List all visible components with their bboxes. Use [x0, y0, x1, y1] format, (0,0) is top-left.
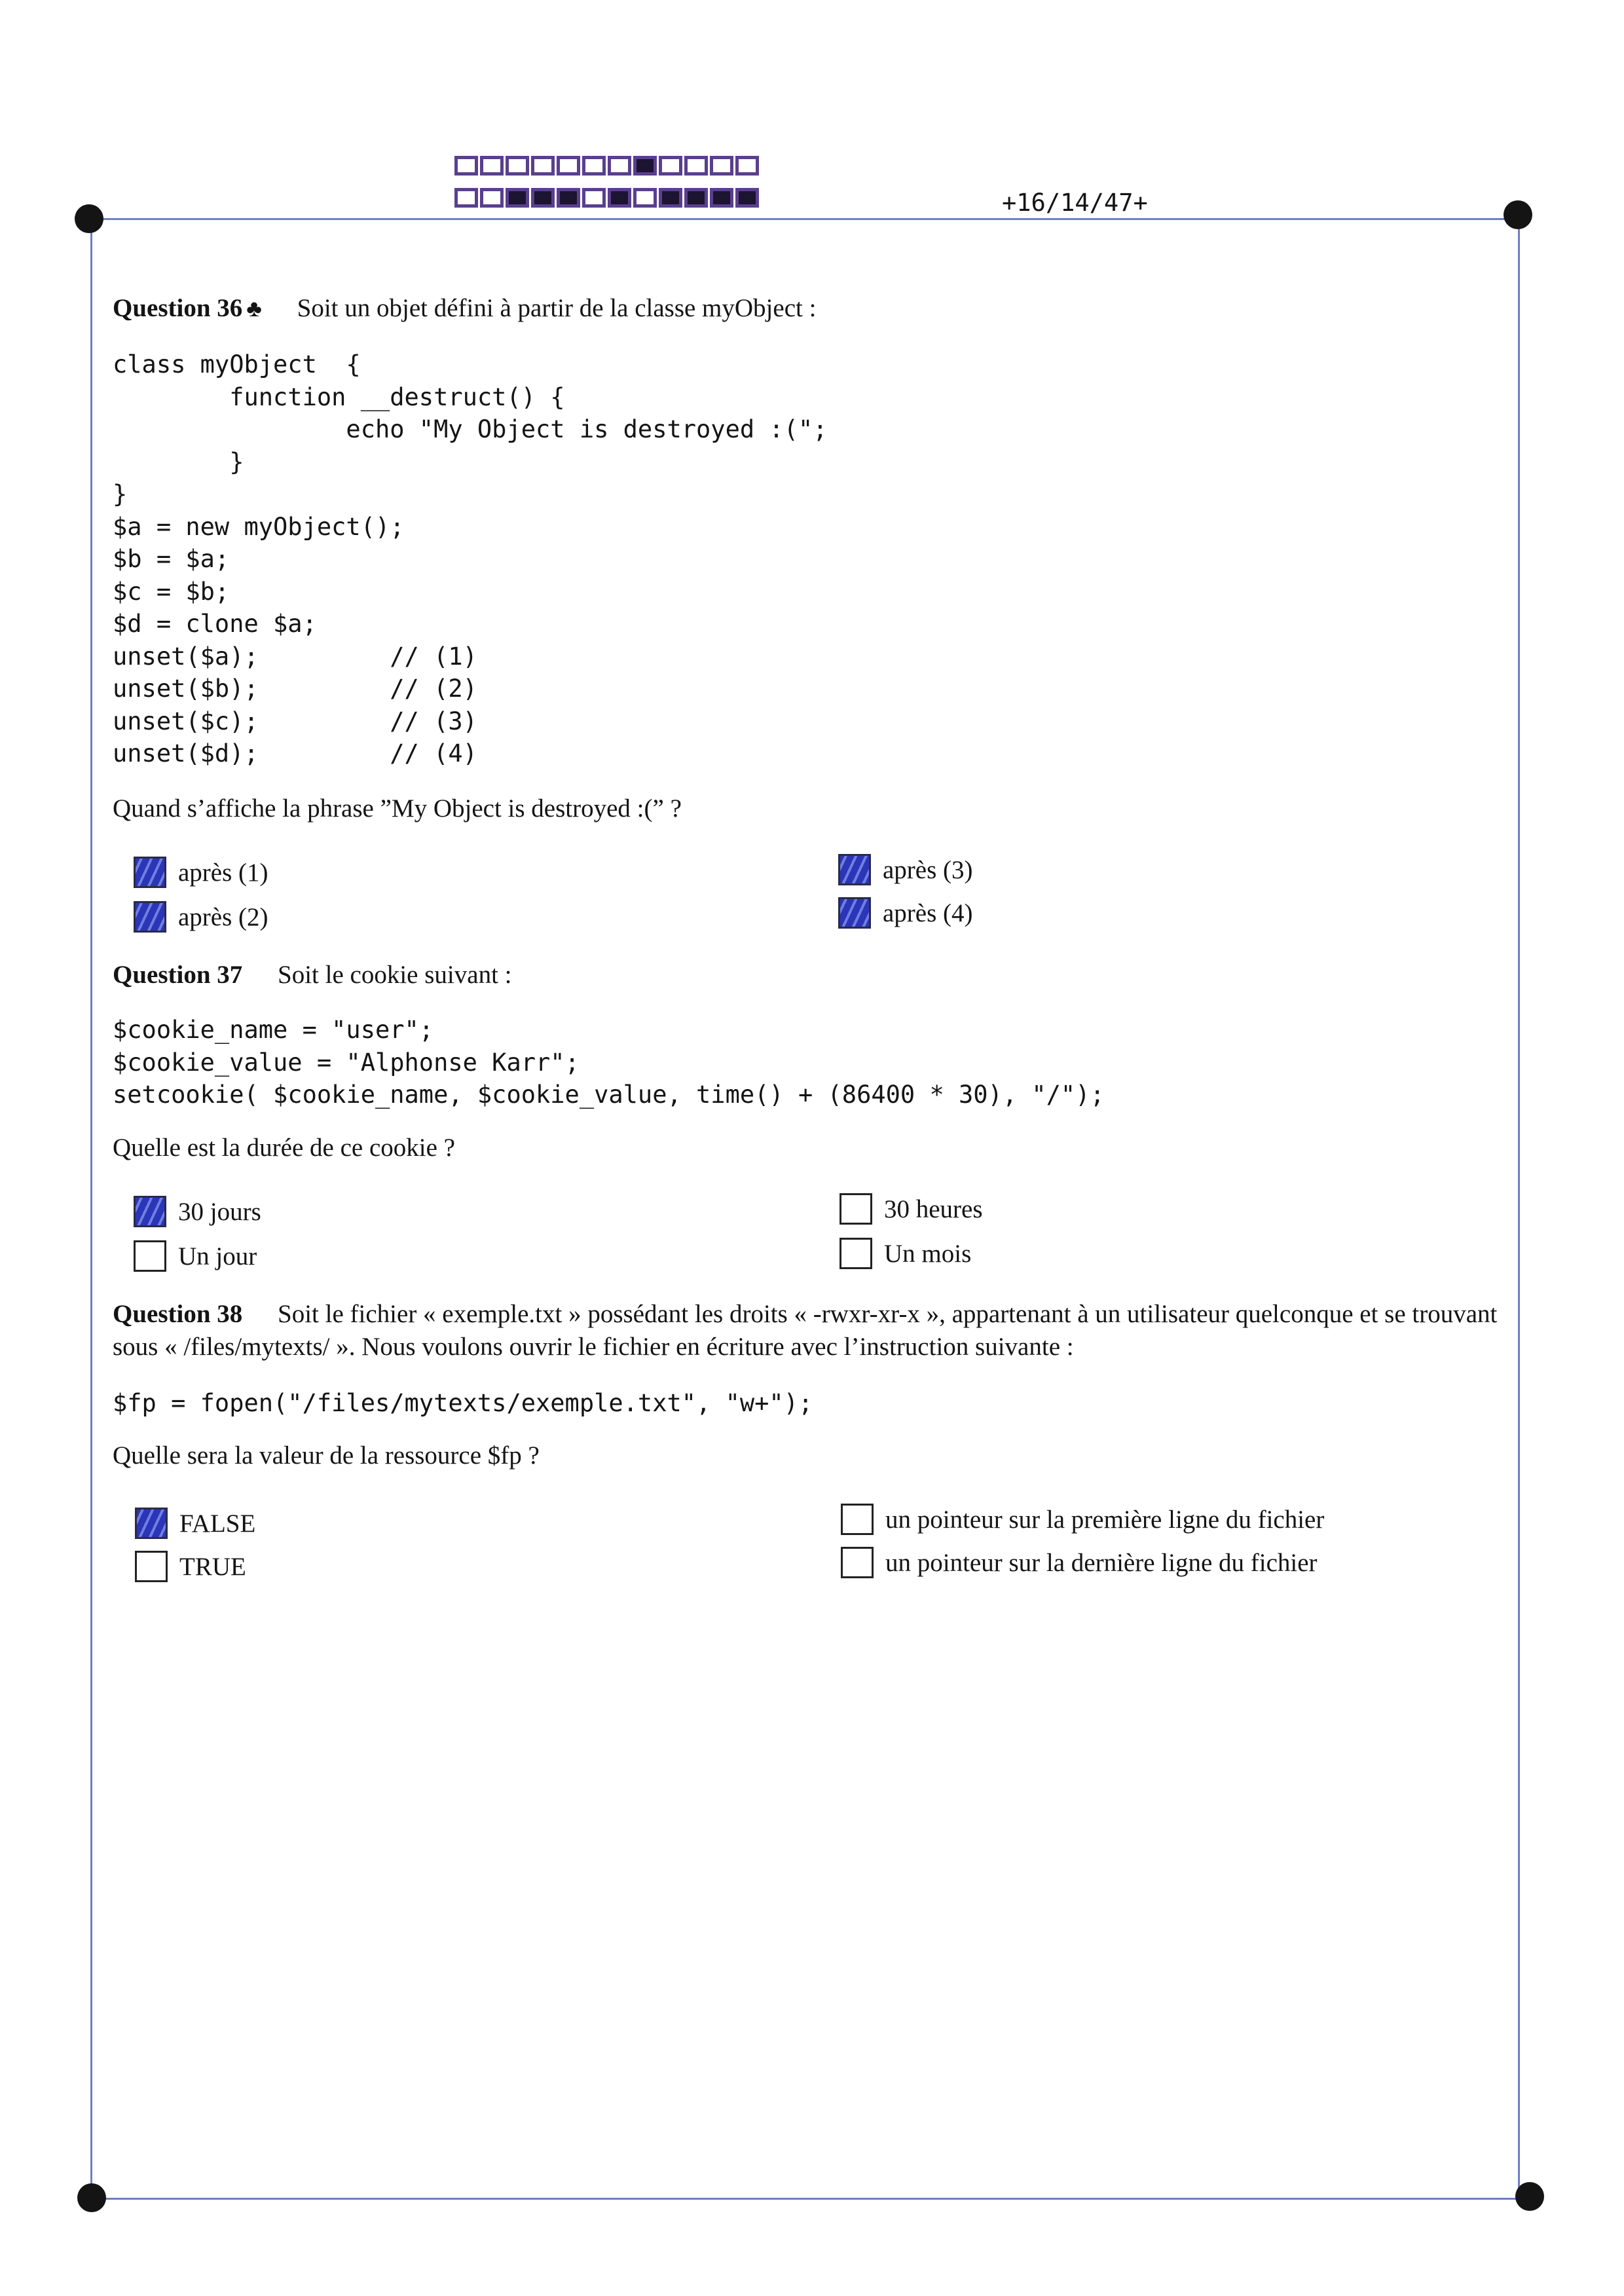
question-36-prompt: Quand s’affiche la phrase ”My Object is destroyed :(” ? — [113, 794, 682, 823]
frame-top-line — [92, 218, 1519, 220]
checkbox-box[interactable] — [840, 1193, 872, 1225]
barcode-cell — [735, 156, 759, 176]
question-37-code: $cookie_name = "user"; $cookie_value = "Alphonse Karr"; setcookie( $cookie_name, $cookie_value, time() + (86400 * 30), "/"); — [113, 1016, 1105, 1109]
corner-mark-bottom-left — [77, 2183, 106, 2212]
answer-label: 30 jours — [178, 1197, 261, 1226]
answer-label: TRUE — [179, 1552, 246, 1581]
checkbox-box[interactable] — [838, 897, 871, 929]
checkbox-box[interactable] — [134, 1196, 166, 1227]
barcode-cell — [557, 188, 580, 208]
answer-label: un pointeur sur la première ligne du fichier — [885, 1505, 1325, 1534]
answer-checkbox[interactable] — [135, 1551, 246, 1582]
page-barcode-bottom — [454, 188, 761, 208]
barcode-cell — [480, 188, 504, 208]
barcode-cell — [506, 188, 529, 208]
barcode-cell — [659, 188, 682, 208]
answer-label: Un jour — [178, 1242, 257, 1270]
answer-label: un pointeur sur la dernière ligne du fichier — [885, 1548, 1318, 1577]
page-barcode-top — [454, 156, 761, 176]
answer-checkbox[interactable] — [134, 901, 268, 933]
barcode-cell — [454, 156, 478, 176]
answer-checkbox[interactable] — [841, 1504, 1324, 1535]
barcode-cell — [659, 156, 682, 176]
question-36-code: class myObject { function __destruct() { echo "My Object is destroyed :("; } } $a = new myObject(); $b = $a; $c = $b; $d = clone $a; unset($a); // (1) unset($b); // (2) unset($c); // (3) unset($d); // (4) — [113, 350, 828, 768]
checkbox-box[interactable] — [841, 1504, 874, 1535]
checkbox-box[interactable] — [838, 854, 871, 885]
barcode-cell — [608, 156, 631, 176]
question-38-label: Question 38 — [113, 1300, 243, 1328]
question-37-prompt: Quelle est la durée de ce cookie ? — [113, 1134, 455, 1162]
barcode-cell — [608, 188, 631, 208]
question-37-header — [113, 960, 512, 990]
club-icon: ♣ — [246, 295, 262, 322]
answer-label: Un mois — [884, 1239, 972, 1268]
barcode-cell — [557, 156, 580, 176]
barcode-cell — [710, 188, 733, 208]
question-38-text: Soit le fichier « exemple.txt » possédant les droits « -rwxr-xr-x », appartenant à un utilisateur quelconque et se trouvant sous « /files/mytexts/ ». Nous voulons ouvrir le fichier en écriture avec l’instruction suivante : — [113, 1300, 1498, 1361]
barcode-cell — [531, 188, 555, 208]
question-36-header — [113, 293, 816, 323]
barcode-cell — [684, 188, 708, 208]
barcode-cell — [633, 156, 657, 176]
answer-checkbox[interactable] — [838, 854, 973, 885]
question-36-label: Question 36 ♣ — [113, 294, 262, 322]
checkbox-box[interactable] — [135, 1551, 168, 1582]
barcode-cell — [633, 188, 657, 208]
answer-label: après (4) — [883, 898, 973, 927]
barcode-cell — [582, 156, 606, 176]
checkbox-box[interactable] — [840, 1238, 872, 1269]
barcode-cell — [480, 156, 504, 176]
barcode-cell — [454, 188, 478, 208]
answer-label: après (3) — [883, 855, 973, 884]
answer-checkbox[interactable] — [840, 1193, 983, 1225]
barcode-cell — [735, 188, 759, 208]
answer-checkbox[interactable] — [840, 1238, 971, 1269]
answer-label: après (2) — [178, 902, 268, 931]
answer-label: après (1) — [178, 858, 268, 887]
barcode-cell — [710, 156, 733, 176]
corner-mark-top-right — [1504, 200, 1532, 229]
checkbox-box[interactable] — [135, 1508, 168, 1539]
question-38-header — [113, 1298, 1507, 1363]
corner-mark-top-left — [75, 204, 103, 233]
checkbox-box[interactable] — [134, 1240, 166, 1272]
barcode-cell — [684, 156, 708, 176]
frame-left-line — [90, 218, 92, 2201]
barcode-cell — [531, 156, 555, 176]
answer-checkbox[interactable] — [135, 1508, 255, 1539]
question-36-text: Soit un objet défini à partir de la classe myObject : — [297, 294, 817, 322]
answer-checkbox[interactable] — [134, 1240, 257, 1272]
checkbox-box[interactable] — [134, 857, 166, 888]
answer-checkbox[interactable] — [134, 1196, 261, 1227]
answer-label: 30 heures — [884, 1194, 983, 1223]
question-38-prompt: Quelle sera la valeur de la ressource $fp ? — [113, 1441, 540, 1470]
page-id: +16/14/47+ — [1002, 189, 1148, 217]
question-37-label: Question 37 — [113, 961, 243, 989]
answer-label: FALSE — [179, 1509, 256, 1538]
corner-mark-bottom-right — [1515, 2182, 1544, 2211]
checkbox-box[interactable] — [134, 901, 166, 933]
answer-checkbox[interactable] — [134, 857, 268, 888]
frame-bottom-line — [92, 2198, 1532, 2200]
answer-checkbox[interactable] — [838, 897, 973, 929]
barcode-cell — [582, 188, 606, 208]
barcode-cell — [506, 156, 529, 176]
question-37-text: Soit le cookie suivant : — [278, 961, 512, 989]
answer-checkbox[interactable] — [841, 1547, 1318, 1578]
frame-right-line — [1518, 218, 1520, 2201]
checkbox-box[interactable] — [841, 1547, 874, 1578]
question-38-code: $fp = fopen("/files/mytexts/exemple.txt", "w+"); — [113, 1389, 813, 1417]
